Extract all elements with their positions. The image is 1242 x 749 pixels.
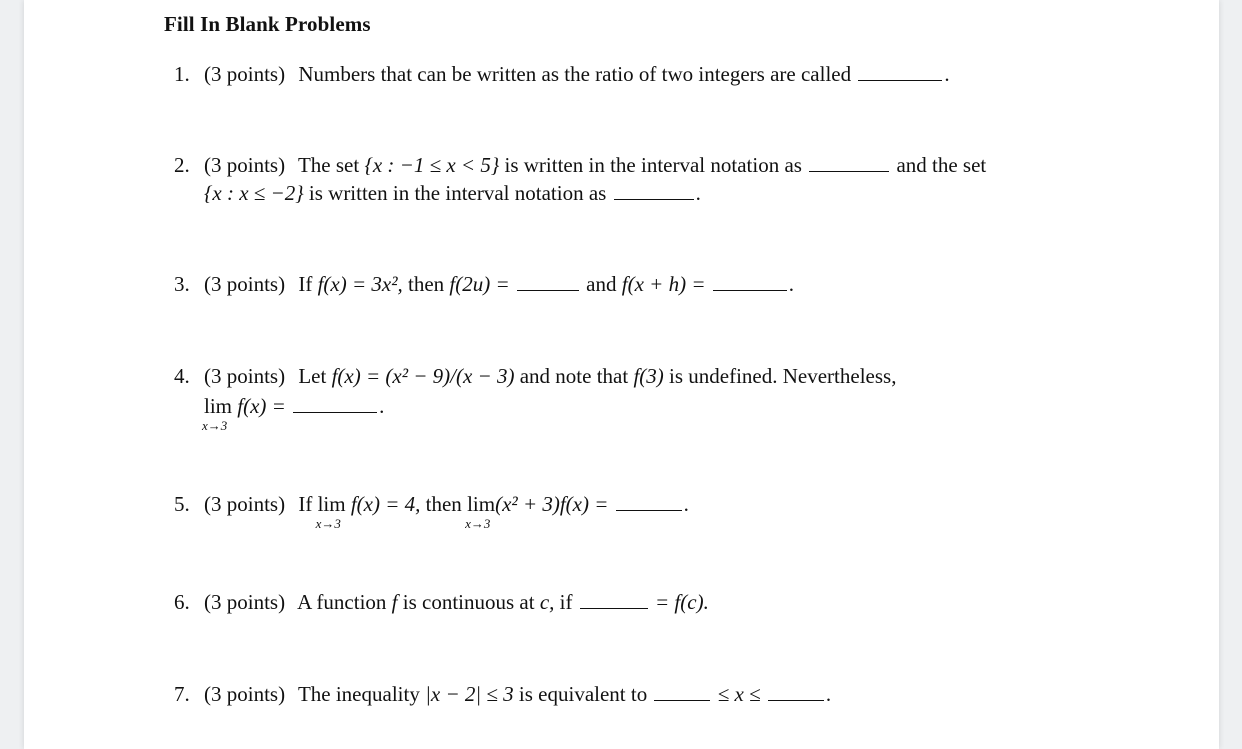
math-expr: f(x) = (x² − 9)/(x − 3) xyxy=(331,364,515,388)
math-expr: f(x) = 3x², xyxy=(317,272,403,296)
lim-label: lim xyxy=(317,492,346,516)
lim-subscript: x→3 xyxy=(202,418,228,433)
problem-text: is equivalent to xyxy=(518,682,648,706)
answer-blank[interactable] xyxy=(654,682,710,701)
answer-blank[interactable] xyxy=(616,492,682,511)
math-set: {x : x ≤ −2} xyxy=(204,181,304,205)
points-label: (3 points) xyxy=(204,62,286,86)
problem-text: A function xyxy=(297,590,387,614)
lim-label: lim xyxy=(467,492,496,516)
math-expr: f(x) = xyxy=(237,394,286,418)
math-expr: f(2u) = xyxy=(449,272,510,296)
math-expr: f(x + h) = xyxy=(621,272,706,296)
math-expr: = f(c). xyxy=(655,590,709,614)
points-label: (3 points) xyxy=(204,492,286,516)
lim-subscript: x→3 xyxy=(465,516,491,531)
problem-text: If xyxy=(298,492,313,516)
problem-text: The inequality xyxy=(297,682,420,706)
math-expr: f(3) xyxy=(633,364,664,388)
problem-text: is written in the interval notation as xyxy=(308,181,607,205)
answer-blank[interactable] xyxy=(293,394,377,413)
math-var: c, xyxy=(539,590,555,614)
points-label: (3 points) xyxy=(204,682,286,706)
answer-blank[interactable] xyxy=(713,272,787,291)
problem-text: then xyxy=(425,492,462,516)
answer-blank[interactable] xyxy=(768,682,824,701)
problem-6 xyxy=(174,588,709,616)
limit-operator xyxy=(315,490,346,531)
answer-blank[interactable] xyxy=(858,62,942,81)
problem-4-continued: lim x→3 f(x) = . xyxy=(204,392,384,420)
problem-7: 7. (3 points) The inequality |x − 2| ≤ 3 is equivalent to ≤ x ≤ . xyxy=(174,682,832,706)
page-title: Fill In Blank Problems xyxy=(164,12,371,36)
limit-operator xyxy=(202,392,233,433)
problem-number: 4. xyxy=(174,364,190,388)
answer-blank[interactable] xyxy=(809,153,889,172)
points-label: (3 points) xyxy=(204,590,286,614)
points-label: (3 points) xyxy=(204,272,286,296)
answer-blank[interactable] xyxy=(580,590,648,609)
points-label: (3 points) xyxy=(204,364,286,388)
math-var: f xyxy=(391,590,398,614)
problem-number: 1. xyxy=(174,62,190,86)
problem-text: if xyxy=(559,590,573,614)
problem-2-continued: {x : x ≤ −2} is written in the interval notation as . xyxy=(204,181,701,205)
problem-3: 3. (3 points) If f(x) = 3x², then f(2u) = and f(x + h) = . xyxy=(174,272,794,296)
problem-text: Numbers that can be written as the ratio of two integers are called xyxy=(298,62,852,86)
math-expr: f(x) = 4, xyxy=(350,492,421,516)
problem-number: 6. xyxy=(174,590,190,614)
math-expr: |x − 2| ≤ 3 xyxy=(425,682,514,706)
problem-text: is continuous at xyxy=(402,590,535,614)
points-label: (3 points) xyxy=(204,153,286,177)
math-expr: ≤ x ≤ xyxy=(717,682,761,706)
problem-text: and the set xyxy=(896,153,987,177)
problem-4 xyxy=(174,362,896,390)
problem-number: 5. xyxy=(174,492,190,516)
problem-number: 7. xyxy=(174,682,190,706)
limit-operator xyxy=(465,490,496,531)
problem-2 xyxy=(174,151,986,179)
math-set: {x : −1 ≤ x < 5} xyxy=(364,153,500,177)
lim-subscript: x→3 xyxy=(315,516,341,531)
problem-text: then xyxy=(408,272,445,296)
problem-text: is undefined. Nevertheless, xyxy=(669,364,897,388)
problem-5: 5. (3 points) If lim x→3 f(x) = 4, then lim x→3 (x² + 3)f(x) = . xyxy=(174,490,689,518)
problem-text: If xyxy=(298,272,313,296)
problem-text: Let xyxy=(298,364,327,388)
document-page xyxy=(24,0,1219,749)
answer-blank[interactable] xyxy=(517,272,579,291)
problem-text: and note that xyxy=(519,364,629,388)
answer-blank[interactable] xyxy=(614,181,694,200)
problem-text: and xyxy=(586,272,617,296)
problem-text: The set xyxy=(297,153,360,177)
math-expr: (x² + 3)f(x) = xyxy=(495,492,609,516)
lim-label: lim xyxy=(204,394,233,418)
problem-number: 2. xyxy=(174,153,190,177)
problem-text: is written in the interval notation as xyxy=(504,153,802,177)
problem-1: 1. (3 points) Numbers that can be written as the ratio of two integers are called . xyxy=(174,62,950,86)
problem-number: 3. xyxy=(174,272,190,296)
